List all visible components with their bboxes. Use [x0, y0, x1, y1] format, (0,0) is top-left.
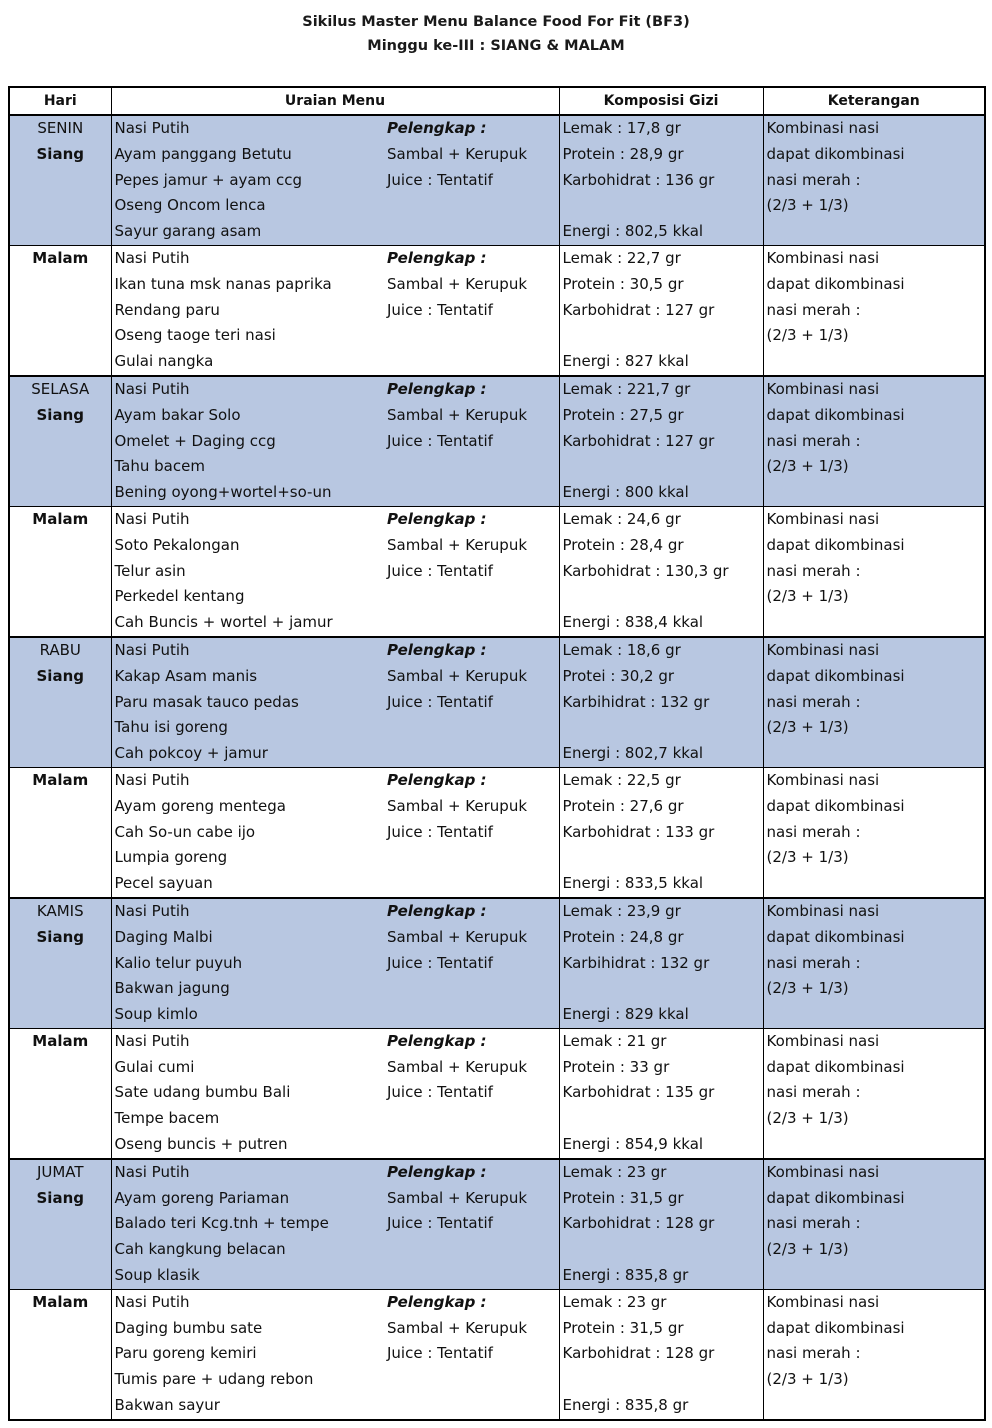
menu-item: Oseng Oncom lenca — [114, 196, 266, 215]
nutrition-cell — [559, 115, 763, 245]
spacer — [563, 976, 760, 1002]
energy-value: Energi : 800 kkal — [562, 483, 689, 502]
keterangan-line: (2/3 + 1/3) — [766, 1240, 849, 1259]
nutrition-value: Karbohidrat : 127 gr — [562, 300, 715, 319]
hari-cell — [9, 245, 111, 375]
pelengkap-item: Sambal + Kerupuk — [387, 535, 528, 554]
menu-item: Nasi Putih — [114, 119, 190, 137]
nutrition-value: Karbihidrat : 132 gr — [562, 692, 710, 711]
menu-item: Sate udang bumbu Bali — [114, 1083, 291, 1102]
hari-cell — [9, 898, 111, 1028]
spacer — [563, 1237, 760, 1263]
nutrition-value: Lemak : 22,5 gr — [562, 770, 681, 789]
header-row — [9, 87, 985, 115]
keterangan-line: nasi merah : — [766, 561, 861, 580]
nutrition-cell — [559, 637, 763, 767]
keterangan-line: Kombinasi nasi — [766, 248, 880, 267]
menu-item: Nasi Putih — [114, 1031, 190, 1050]
pelengkap-item: Sambal + Kerupuk — [387, 796, 528, 815]
keterangan-line: dapat dikombinasi — [766, 535, 905, 554]
nutrition-value: Protein : 31,5 gr — [562, 1188, 684, 1207]
menu-item: Tempe bacem — [114, 1109, 220, 1128]
menu-items-cell — [111, 637, 384, 767]
keterangan-cell — [763, 898, 985, 1028]
pelengkap-cell — [384, 1289, 559, 1419]
keterangan-line: dapat dikombinasi — [766, 144, 905, 163]
nutrition-value: Lemak : 221,7 gr — [562, 379, 691, 398]
nutrition-value: Karbohidrat : 136 gr — [562, 170, 715, 189]
keterangan-line: nasi merah : — [766, 822, 861, 841]
menu-item: Gulai cumi — [114, 1057, 195, 1076]
keterangan-line: nasi merah : — [766, 170, 861, 189]
nutrition-value: Lemak : 23,9 gr — [562, 901, 681, 920]
pelengkap-item: Sambal + Kerupuk — [387, 144, 528, 163]
menu-items-cell — [111, 898, 384, 1028]
energy-value: Energi : 833,5 kkal — [562, 874, 704, 893]
nutrition-value: Protein : 28,4 gr — [562, 535, 684, 554]
pelengkap-cell — [384, 376, 559, 506]
table-row — [9, 506, 985, 636]
nutrition-cell — [559, 245, 763, 375]
menu-item: Kakap Asam manis — [114, 666, 258, 685]
keterangan-line: dapat dikombinasi — [766, 274, 905, 293]
menu-item: Pepes jamur + ayam ccg — [114, 170, 302, 189]
table-row — [9, 1028, 985, 1158]
menu-item: Ikan tuna msk nanas paprika — [114, 274, 332, 293]
menu-item: Lumpia goreng — [114, 848, 228, 867]
hari-cell — [9, 1289, 111, 1419]
menu-item: Nasi Putih — [114, 1292, 190, 1311]
keterangan-cell — [763, 376, 985, 506]
menu-item: Cah pokcoy + jamur — [114, 744, 268, 763]
nutrition-value: Protein : 30,5 gr — [562, 274, 684, 293]
keterangan-line: Kombinasi nasi — [766, 770, 880, 789]
keterangan-line: (2/3 + 1/3) — [766, 457, 849, 476]
keterangan-line: Kombinasi nasi — [766, 119, 880, 137]
spacer — [563, 323, 760, 349]
nutrition-value: Lemak : 23 gr — [562, 1162, 667, 1181]
pelengkap-item: Sambal + Kerupuk — [387, 405, 528, 424]
menu-item: Telur asin — [114, 561, 186, 580]
pelengkap-cell — [384, 115, 559, 245]
nutrition-value: Karbohidrat : 128 gr — [562, 1344, 715, 1363]
day-name: JUMAT — [36, 1162, 84, 1181]
nutrition-value: Lemak : 17,8 gr — [562, 119, 681, 137]
pelengkap-item: Juice : Tentatif — [387, 692, 493, 711]
menu-item: Soup kimlo — [114, 1005, 198, 1024]
table-row — [9, 245, 985, 375]
pelengkap-title: Pelengkap : — [387, 1162, 487, 1181]
pelengkap-item: Juice : Tentatif — [387, 822, 493, 841]
spacer — [563, 1106, 760, 1132]
keterangan-cell — [763, 115, 985, 245]
pelengkap-item: Sambal + Kerupuk — [387, 274, 528, 293]
keterangan-cell — [763, 1028, 985, 1158]
pelengkap-title: Pelengkap : — [387, 1292, 487, 1311]
pelengkap-title: Pelengkap : — [387, 119, 487, 137]
keterangan-line: nasi merah : — [766, 431, 861, 450]
nutrition-value: Karbohidrat : 135 gr — [562, 1083, 715, 1102]
document-title: Sikilus Master Menu Balance Food For Fit (BF3) — [302, 14, 690, 30]
pelengkap-cell — [384, 1159, 559, 1289]
keterangan-line: dapat dikombinasi — [766, 1318, 905, 1337]
hari-cell — [9, 637, 111, 767]
nutrition-cell — [559, 1289, 763, 1419]
energy-value: Energi : 838,4 kkal — [562, 613, 704, 632]
meal-period: Malam — [32, 509, 89, 528]
meal-period: Siang — [36, 144, 84, 163]
menu-item: Ayam panggang Betutu — [114, 144, 292, 163]
nutrition-value: Karbohidrat : 133 gr — [562, 822, 715, 841]
menu-items-cell — [111, 115, 384, 245]
nutrition-cell — [559, 1159, 763, 1289]
nutrition-value: Protein : 28,9 gr — [562, 144, 684, 163]
keterangan-line: dapat dikombinasi — [766, 796, 905, 815]
nutrition-value: Protein : 24,8 gr — [562, 927, 684, 946]
menu-items-cell — [111, 506, 384, 636]
pelengkap-title: Pelengkap : — [387, 901, 487, 920]
menu-item: Daging Malbi — [114, 927, 213, 946]
nutrition-value: Karbohidrat : 130,3 gr — [562, 561, 729, 580]
keterangan-line: Kombinasi nasi — [766, 379, 880, 398]
pelengkap-title: Pelengkap : — [387, 379, 487, 398]
spacer — [563, 845, 760, 871]
nutrition-value: Karbohidrat : 127 gr — [562, 431, 715, 450]
table-row — [9, 1159, 985, 1289]
menu-item: Bening oyong+wortel+so-un — [114, 483, 332, 502]
menu-item: Oseng taoge teri nasi — [114, 326, 276, 345]
menu-item: Nasi Putih — [114, 379, 190, 398]
menu-item: Ayam goreng mentega — [114, 796, 286, 815]
menu-items-cell — [111, 1289, 384, 1419]
keterangan-line: (2/3 + 1/3) — [766, 1370, 849, 1389]
keterangan-line: Kombinasi nasi — [766, 1162, 880, 1181]
meal-period: Siang — [36, 405, 84, 424]
menu-item: Ayam bakar Solo — [114, 405, 241, 424]
energy-value: Energi : 802,7 kkal — [562, 744, 704, 763]
nutrition-value: Protein : 27,6 gr — [562, 796, 684, 815]
meal-period: Malam — [32, 770, 89, 789]
pelengkap-item: Sambal + Kerupuk — [387, 927, 528, 946]
menu-item: Oseng buncis + putren — [114, 1135, 288, 1154]
pelengkap-item: Juice : Tentatif — [387, 1214, 493, 1233]
nutrition-value: Lemak : 18,6 gr — [562, 640, 681, 659]
day-name: KAMIS — [36, 901, 84, 920]
nutrition-value: Karbihidrat : 132 gr — [562, 953, 710, 972]
menu-items-cell — [111, 1028, 384, 1158]
nutrition-cell — [559, 506, 763, 636]
pelengkap-title: Pelengkap : — [387, 640, 487, 659]
keterangan-line: dapat dikombinasi — [766, 1057, 905, 1076]
meal-period: Siang — [36, 1188, 84, 1207]
pelengkap-cell — [384, 898, 559, 1028]
keterangan-line: dapat dikombinasi — [766, 666, 905, 685]
keterangan-line: dapat dikombinasi — [766, 405, 905, 424]
keterangan-line: (2/3 + 1/3) — [766, 326, 849, 345]
keterangan-line: nasi merah : — [766, 953, 861, 972]
nutrition-cell — [559, 767, 763, 897]
nutrition-value: Karbohidrat : 128 gr — [562, 1214, 715, 1233]
menu-items-cell — [111, 376, 384, 506]
keterangan-line: Kombinasi nasi — [766, 509, 880, 528]
menu-item: Omelet + Daging ccg — [114, 431, 276, 450]
energy-value: Energi : 835,8 gr — [562, 1266, 689, 1285]
keterangan-cell — [763, 1289, 985, 1419]
keterangan-line: dapat dikombinasi — [766, 927, 905, 946]
table-row — [9, 115, 985, 245]
pelengkap-cell — [384, 767, 559, 897]
menu-item: Sayur garang asam — [114, 222, 262, 241]
header-uraian-menu: Uraian Menu — [111, 87, 559, 115]
menu-table — [8, 86, 986, 1421]
nutrition-value: Lemak : 22,7 gr — [562, 248, 681, 267]
energy-value: Energi : 835,8 gr — [562, 1396, 689, 1415]
energy-value: Energi : 802,5 kkal — [562, 222, 704, 241]
pelengkap-cell — [384, 1028, 559, 1158]
menu-item: Tahu bacem — [114, 457, 205, 476]
energy-value: Energi : 827 kkal — [562, 352, 689, 371]
nutrition-value: Protein : 27,5 gr — [562, 405, 684, 424]
menu-item: Rendang paru — [114, 300, 220, 319]
menu-item: Nasi Putih — [114, 770, 190, 789]
nutrition-value: Lemak : 23 gr — [562, 1292, 667, 1311]
menu-item: Nasi Putih — [114, 509, 190, 528]
table-row — [9, 898, 985, 1028]
hari-cell — [9, 115, 111, 245]
spacer — [563, 715, 760, 741]
keterangan-line: (2/3 + 1/3) — [766, 1109, 849, 1128]
nutrition-cell — [559, 898, 763, 1028]
keterangan-line: nasi merah : — [766, 300, 861, 319]
pelengkap-title: Pelengkap : — [387, 770, 487, 789]
menu-item: Tumis pare + udang rebon — [114, 1370, 314, 1389]
menu-items-cell — [111, 767, 384, 897]
pelengkap-item: Sambal + Kerupuk — [387, 1318, 528, 1337]
header-hari: Hari — [9, 87, 111, 115]
menu-item: Nasi Putih — [114, 1162, 190, 1181]
keterangan-cell — [763, 767, 985, 897]
table-row — [9, 637, 985, 767]
menu-item: Soup klasik — [114, 1266, 200, 1285]
pelengkap-item: Juice : Tentatif — [387, 561, 493, 580]
nutrition-value: Lemak : 24,6 gr — [562, 509, 681, 528]
pelengkap-title: Pelengkap : — [387, 509, 487, 528]
menu-item: Balado teri Kcg.tnh + tempe — [114, 1214, 329, 1233]
day-name: RABU — [39, 640, 81, 659]
pelengkap-item: Sambal + Kerupuk — [387, 1188, 528, 1207]
keterangan-line: (2/3 + 1/3) — [766, 196, 849, 215]
keterangan-cell — [763, 1159, 985, 1289]
pelengkap-title: Pelengkap : — [387, 248, 487, 267]
menu-item: Perkedel kentang — [114, 587, 245, 606]
keterangan-line: nasi merah : — [766, 692, 861, 711]
pelengkap-item: Juice : Tentatif — [387, 170, 493, 189]
energy-value: Energi : 829 kkal — [562, 1005, 689, 1024]
keterangan-line: Kombinasi nasi — [766, 640, 880, 659]
menu-item: Paru goreng kemiri — [114, 1344, 257, 1363]
keterangan-cell — [763, 637, 985, 767]
nutrition-value: Lemak : 21 gr — [562, 1031, 667, 1050]
menu-item: Cah So-un cabe ijo — [114, 822, 256, 841]
menu-item: Cah kangkung belacan — [114, 1240, 286, 1259]
keterangan-cell — [763, 506, 985, 636]
menu-item: Daging bumbu sate — [114, 1318, 263, 1337]
meal-period: Malam — [32, 1292, 89, 1311]
menu-item: Tahu isi goreng — [114, 718, 228, 737]
meal-period: Malam — [32, 1031, 89, 1050]
menu-item: Soto Pekalongan — [114, 535, 240, 554]
menu-item: Bakwan sayur — [114, 1396, 220, 1415]
menu-item: Bakwan jagung — [114, 979, 230, 998]
nutrition-value: Protein : 31,5 gr — [562, 1318, 684, 1337]
pelengkap-item: Juice : Tentatif — [387, 300, 493, 319]
keterangan-line: Kombinasi nasi — [766, 1031, 880, 1050]
menu-body — [9, 115, 985, 1420]
keterangan-line: Kombinasi nasi — [766, 901, 880, 920]
hari-cell — [9, 376, 111, 506]
header-keterangan: Keterangan — [763, 87, 985, 115]
header-komposisi-gizi: Komposisi Gizi — [559, 87, 763, 115]
keterangan-line: (2/3 + 1/3) — [766, 979, 849, 998]
keterangan-line: (2/3 + 1/3) — [766, 848, 849, 867]
spacer — [563, 1367, 760, 1393]
meal-period: Malam — [32, 248, 89, 267]
nutrition-value: Protei : 30,2 gr — [562, 666, 675, 685]
table-row — [9, 1289, 985, 1419]
table-row — [9, 376, 985, 506]
keterangan-cell — [763, 245, 985, 375]
pelengkap-cell — [384, 506, 559, 636]
menu-item: Nasi Putih — [114, 640, 190, 659]
keterangan-line: nasi merah : — [766, 1214, 861, 1233]
nutrition-cell — [559, 376, 763, 506]
menu-item: Gulai nangka — [114, 352, 214, 371]
nutrition-cell — [559, 1028, 763, 1158]
pelengkap-item: Juice : Tentatif — [387, 431, 493, 450]
day-name: SENIN — [37, 119, 84, 137]
menu-item: Nasi Putih — [114, 901, 190, 920]
day-name: SELASA — [31, 379, 90, 398]
hari-cell — [9, 1159, 111, 1289]
hari-cell — [9, 506, 111, 636]
keterangan-line: Kombinasi nasi — [766, 1292, 880, 1311]
pelengkap-title: Pelengkap : — [387, 1031, 487, 1050]
nutrition-value: Protein : 33 gr — [562, 1057, 670, 1076]
menu-item: Ayam goreng Pariaman — [114, 1188, 290, 1207]
menu-item: Kalio telur puyuh — [114, 953, 243, 972]
pelengkap-item: Juice : Tentatif — [387, 1083, 493, 1102]
pelengkap-item: Juice : Tentatif — [387, 1344, 493, 1363]
spacer — [563, 454, 760, 480]
pelengkap-item: Juice : Tentatif — [387, 953, 493, 972]
energy-value: Energi : 854,9 kkal — [562, 1135, 704, 1154]
menu-item: Pecel sayuan — [114, 874, 213, 893]
menu-items-cell — [111, 1159, 384, 1289]
hari-cell — [9, 1028, 111, 1158]
keterangan-line: dapat dikombinasi — [766, 1188, 905, 1207]
meal-period: Siang — [36, 666, 84, 685]
meal-period: Siang — [36, 927, 84, 946]
spacer — [563, 584, 760, 610]
keterangan-line: (2/3 + 1/3) — [766, 587, 849, 606]
pelengkap-cell — [384, 245, 559, 375]
document-header — [0, 0, 992, 58]
pelengkap-item: Sambal + Kerupuk — [387, 1057, 528, 1076]
spacer — [563, 193, 760, 219]
menu-item: Nasi Putih — [114, 248, 190, 267]
table-row — [9, 767, 985, 897]
menu-item: Paru masak tauco pedas — [114, 692, 299, 711]
menu-items-cell — [111, 245, 384, 375]
keterangan-line: (2/3 + 1/3) — [766, 718, 849, 737]
keterangan-line: nasi merah : — [766, 1344, 861, 1363]
pelengkap-item: Sambal + Kerupuk — [387, 666, 528, 685]
document-subtitle: Minggu ke-III : SIANG & MALAM — [367, 38, 625, 54]
menu-item: Cah Buncis + wortel + jamur — [114, 613, 333, 632]
hari-cell — [9, 767, 111, 897]
keterangan-line: nasi merah : — [766, 1083, 861, 1102]
pelengkap-cell — [384, 637, 559, 767]
